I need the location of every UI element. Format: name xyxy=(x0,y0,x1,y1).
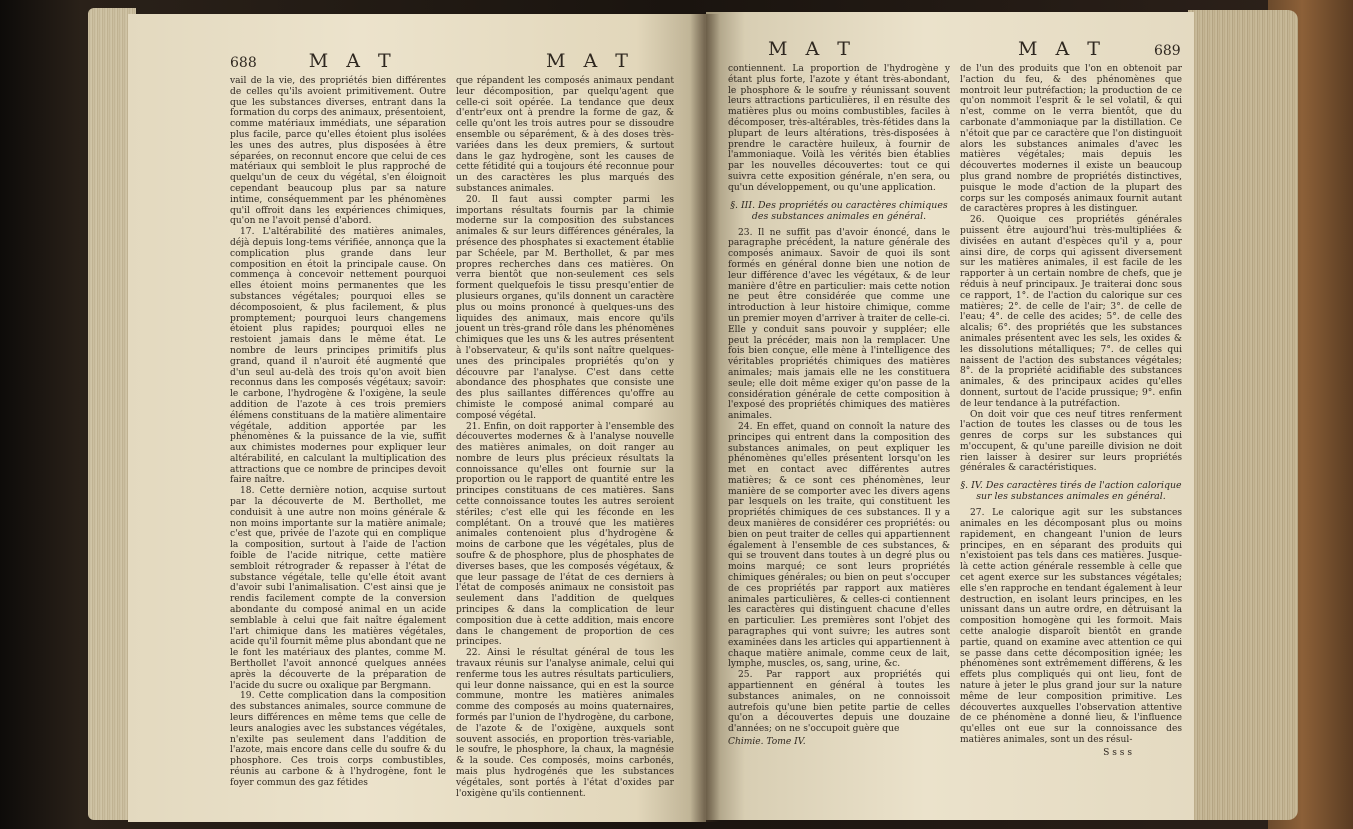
left-column-1 xyxy=(230,76,446,789)
volume-footer: Chimie. Tome IV. xyxy=(728,737,806,748)
section-heading: §. III. Des propriétés ou caractères chimiques des substances animales en général. xyxy=(730,199,948,222)
left-page-number: 688 xyxy=(230,55,257,71)
right-running-head-2: M A T xyxy=(1018,38,1106,60)
left-running-head-1: M A T xyxy=(308,50,397,72)
right-page xyxy=(706,12,1194,820)
paragraph: 25. Par rapport aux propriétés qui appartiennent en général à toutes les substances animales, on ne connoissoit autrefois qu'une bien petite partie de celles qu'on a découvertes depuis une douzaine d'années; on ne s'occupoit guère que xyxy=(728,670,950,735)
left-running-head-2: M A T xyxy=(546,50,634,72)
signature-mark: S s s s xyxy=(1103,747,1132,758)
paragraph: 19. Cette complication dans la composition des substances animales, source commune de leurs différences en même tems que celle de leurs analogies avec les substances végétales, n'exilte pas seulement dans l'addition de l'azote, mais encore dans celle du soufre & du phosphore. Ces trois corps combustibles, réunis au carbone & à l'hydrogène, font le foyer commun des gaz fétides xyxy=(230,691,446,788)
paragraph: 22. Ainsi le résultat général de tous les travaux réunis sur l'analyse animale, celui qui renferme tous les autres résultats particuliers, qui leur donne naissance, qui en est la source commune, montre les matières animales comme des composés au moins quaternaires, formés par l'union de l'hydrogène, du carbone, de l'azote & de l'oxigène, auxquels sont souvent associés, en proportion très-variable, le soufre, le phosphore, la chaux, la magnésie & la soude. Ces composés, moins carbonés, mais plus hydrogénés que les substances végétales, sont portés à l'état d'oxides par l'oxigène qu'ils contiennent. xyxy=(456,648,674,799)
right-column-1 xyxy=(728,64,950,748)
paragraph: 24. En effet, quand on connoît la nature des principes qui entrent dans la composition des substances animales, on peut expliquer les phénomènes qu'elles présentent lorsqu'on les met en contact avec différentes autres matières; & ce sont ces phénomènes, leur manière de se comporter avec les divers agens par lesquels on les traite, qui constituent les propriétés chimiques de ces substances. Il y a deux manières de considérer ces propriétés: ou bien on peut traiter de celles qui appartiennent également à l'ensemble de ces substances, & qui se trouvent dans toutes à un degré plus ou moins marqué; ce sont leurs propriétés chimiques générales; ou bien on peut s'occuper de ces propriétés par rapport aux matières animales particulières, & celles-ci contiennent les caractères qui distinguent chacune d'elles en particulier. Les premières sont l'objet des paragraphes qui vont suivre; les autres sont examinées dans les articles qui appartiennent à chaque matière animale, comme ceux de lait, lymphe, muscles, os, sang, urine, &c. xyxy=(728,421,950,670)
right-column-2 xyxy=(960,64,1182,759)
paragraph: contiennent. La proportion de l'hydrogène y étant plus forte, l'azote y étant très-abondant, le phosphore & le soufre y réunissant souvent leurs attractions particulières, il en résulte des matières plus ou moins combustibles, faciles à décomposer, très-altérables, très-fétides dans la plupart de leurs altérations, très-disposées à prendre le caractère huileux, à fournir de l'ammoniaque. Voilà les vérités bien établies par les nouvelles découvertes: tout ce qui suivra cette exposition générale, n'en sera, ou qu'un développement, ou qu'une application. xyxy=(728,64,950,193)
paragraph: 17. L'altérabilité des matières animales, déjà depuis long-tems vérifiée, annonça que la complication plus grande dans leur composition en étoit la principale cause. On commença à concevoir nettement pourquoi elles étoient moins permanentes que les substances végétales; pourquoi elles se décomposoient, & plus facilement, & plus promptement; pourquoi leurs changemens étoient plus rapides; pourquoi elles ne restoient jamais dans le même état. Le nombre de leurs principes primitifs plus grand, quand il n'auroit été augmenté que d'un seul au-delà des trois qu'on avoit bien reconnus dans les composés végétaux; savoir: le carbone, l'hydrogène & l'oxigène, la seule addition de l'azote à ces trois premiers élémens constituans de la matière alimentaire végétale, addition apportée par les phénomènes & la puissance de la vie, suffit aux chimistes modernes pour expliquer leur altérabilité, en calculant la multiplication des attractions que ce nombre de principes devoit faire naître. xyxy=(230,227,446,486)
book-gutter-shadow xyxy=(690,14,720,822)
paragraph: 18. Cette dernière notion, acquise surtout par la découverte de M. Berthollet, me conduisit à une autre non moins générale & non moins importante sur la matière animale; c'est que, privée de l'azote qui en complique la composition, surtout à l'aide de l'action foible de l'acide nitrique, cette matière sembloit rétrograder & repasser à l'état de substance végétale, telle qu'elle étoit avant d'avoir subi l'animalisation. C'est ainsi que je rendis facilement compte de la conversion abondante du composé animal en un acide semblable à celui que fait naître également l'art chimique dans les matières végétales, acide qu'il fournit même plus abondant que ne le font les matériaux des plantes, comme M. Berthollet l'avoit annoncé quelques années après la découverte de la préparation de l'acide du sucre ou oxalique par Bergmann. xyxy=(230,486,446,691)
paragraph: 20. Il faut aussi compter parmi les importans résultats fournis par la chimie moderne sur la composition des substances animales & sur leurs différences générales, la présence des phosphates si exactement établie par Schéele, par M. Berthollet, & par mes propres recherches dans ces matières. On verra bientôt que non-seulement ces sels forment quelquefois le tissu presqu'entier de plusieurs organes, qu'ils donnent un caractère plus ou moins prononcé à quelques-uns des liquides des animaux, mais encore qu'ils jouent un très-grand rôle dans les phénomènes chimiques que les uns & les autres présentent à l'observateur, & qu'ils sont naître quelques-unes des principales propriétés qu'on y découvre par l'analyse. C'est dans cette abondance des phosphates que consiste une des plus saillantes différences qu'offre au chimiste le composé animal comparé au composé végétal. xyxy=(456,194,674,421)
paragraph: 23. Il ne suffit pas d'avoir énoncé, dans le paragraphe précédent, la nature générale des composés animaux. Savoir de quoi ils sont formés en général donne bien une notion de leur différence d'avec les végétaux, & de leur manière d'être en particulier: mais cette notion ne peut être considérée que comme une introduction à leur histoire chimique, comme un premier moyen d'arriver à traiter de celle-ci. Elle y conduit sans pouvoir y suppléer; elle peut la précéder, mais non la remplacer. Une fois bien conçue, elle mène à l'intelligence des véritables propriétés chimiques des matières animales; mais jamais elle ne les constituera seule; elle doit même exiger qu'on passe de la considération générale de cette composition à l'exposé des propriétés chimiques des matières animales. xyxy=(728,227,950,422)
paragraph: vail de la vie, des propriétés bien différentes de celles qu'ils avoient primitivement. Outre que les substances diverses, entrant dans la formation du corps des animaux, présentoient, comme matériaux immédiats, une séparation plus facile, parce qu'elles étoient plus isolées les unes des autres, plus disposées à être séparées, on reconnut encore que celui de ces matériaux qui sembloit le plus rapproché de quelqu'un de ceux du végétal, s'en éloignoit cependant beaucoup plus par sa nature intime, conséquemment par les phénomènes qu'il offroit dans les expériences chimiques, qu'on ne l'avoit pensé d'abord. xyxy=(230,76,446,227)
right-page-number: 689 xyxy=(1153,43,1181,59)
paragraph: 27. Le calorique agit sur les substances animales en les décomposant plus ou moins rapidement, en changeant l'union de leurs principes, en en séparant des produits qui n'existoient pas tels dans ces matières. Jusque-là cette action générale ressemble à celle que cet agent exerce sur les substances végétales; elle s'en rapproche en tendant également à leur destruction, en isolant leurs principes, en les unissant dans un autre ordre, en détruisant la composition homogène qui les formoit. Mais cette analogie disparoît bientôt en grande partie, quand on examine avec attention ce qui se passe dans cette décomposition ignée; les phénomènes sont extrêmement différens, & les effets plus compliqués qui ont lieu, font de nature à jeter le plus grand jour sur la nature même de leur composition primitive. Les découvertes auxquelles l'observation attentive de ce phénomène a donné lieu, & l'influence qu'elles ont eue sur la connoissance des matières animales, sont un des résul- xyxy=(960,508,1183,746)
right-page-number-head xyxy=(1018,38,1181,60)
left-column-2 xyxy=(456,76,674,799)
right-fore-edge xyxy=(1188,10,1298,820)
right-running-head-1: M A T xyxy=(768,38,856,60)
left-page-number-head xyxy=(230,50,397,72)
paragraph: On doit voir que ces neuf titres renferment l'action de toutes les classes ou de tous les genres de corps sur les substances qui m'occupent, & qu'une pareille division ne doit rien laisser à desirer sur leurs propriétés générales & caractéristiques. xyxy=(960,409,1182,474)
paragraph: de l'un des produits que l'on en obtenoit par l'action du feu, & des phénomènes que montroit leur putréfaction; la production de ce qu'on nommoit l'esprit & le sel volatil, & qui n'est, comme on le verra bientôt, que du carbonate d'ammoniaque par la distillation. Ce n'étoit que par ce caractère que l'on distinguoit alors les substances animales d'avec les matières végétales; mais depuis les découvertes modernes il existe un beaucoup plus grand nombre de propriétés distinctives, puisque le mode d'action de la plupart des corps sur les composés animaux fournit autant de caractères propres à les distinguer. xyxy=(960,64,1182,215)
paragraph: que répandent les composés animaux pendant leur décomposition, par quelqu'agent que celle-ci soit opérée. La tendance que deux d'entr'eux ont à prendre la forme de gaz, & celle qu'ont les trois autres pour se dissoudre ensemble ou séparément, & à des doses très-variées dans les deux premiers, & surtout dans le gaz hydrogène, sont les causes de cette fétidité qui a toujours été reconnue pour un des caractères les plus marqués des substances animales. xyxy=(456,76,674,194)
left-page xyxy=(128,14,706,822)
paragraph: 26. Quoique ces propriétés générales puissent être aujourd'hui très-multipliées & divisées en autant d'espèces qu'il y a, pour ainsi dire, de corps qui agissent diversement sur les matières animales, il est facile de les rapporter à un certain nombre de chefs, que je réduis à neuf principaux. Je traiterai donc sous ce rapport, 1°. de l'action du calorique sur ces matières; 2°. de celle de l'air; 3°. de celle de l'eau; 4°. de celle des acides; 5°. de celle des alcalis; 6°. des propriétés que les substances animales présentent avec les sels, les oxides & les dissolutions métalliques; 7°. de celles qui naissent de l'action des substances végétales; 8°. de la propriété acidifiable des substances animales, & des principaux acides qu'elles donnent, surtout de l'acide prussique; 9°. enfin de leur tendance à la putréfaction. xyxy=(960,215,1182,409)
paragraph: 21. Enfin, on doit rapporter à l'ensemble des découvertes modernes & à l'analyse nouvelle des matières animales, on doit ranger au nombre de leurs plus précieux résultats la connoissance qu'elles ont fournie sur la proportion ou le rapport de quantité entre les principes constituans de ces matières. Sans cette connoissance toutes les autres seroient stériles; c'est elle qui les féconde en les complétant. On a trouvé que les matières animales contenoient plus d'hydrogène & moins de carbone que les végétales, plus de soufre & de phosphore, plus de phosphates de diverses bases, que les composés végétaux, & que leur passage de l'état de ces derniers à l'état de composés animaux ne consistoit pas seulement dans l'addition de quelques principes & dans la complication de leur composition due à cette addition, mais encore dans le changement de proportion de ces principes. xyxy=(456,421,674,648)
section-heading: §. IV. Des caractères tirés de l'action calorique sur les substances animales en général. xyxy=(960,480,1182,503)
